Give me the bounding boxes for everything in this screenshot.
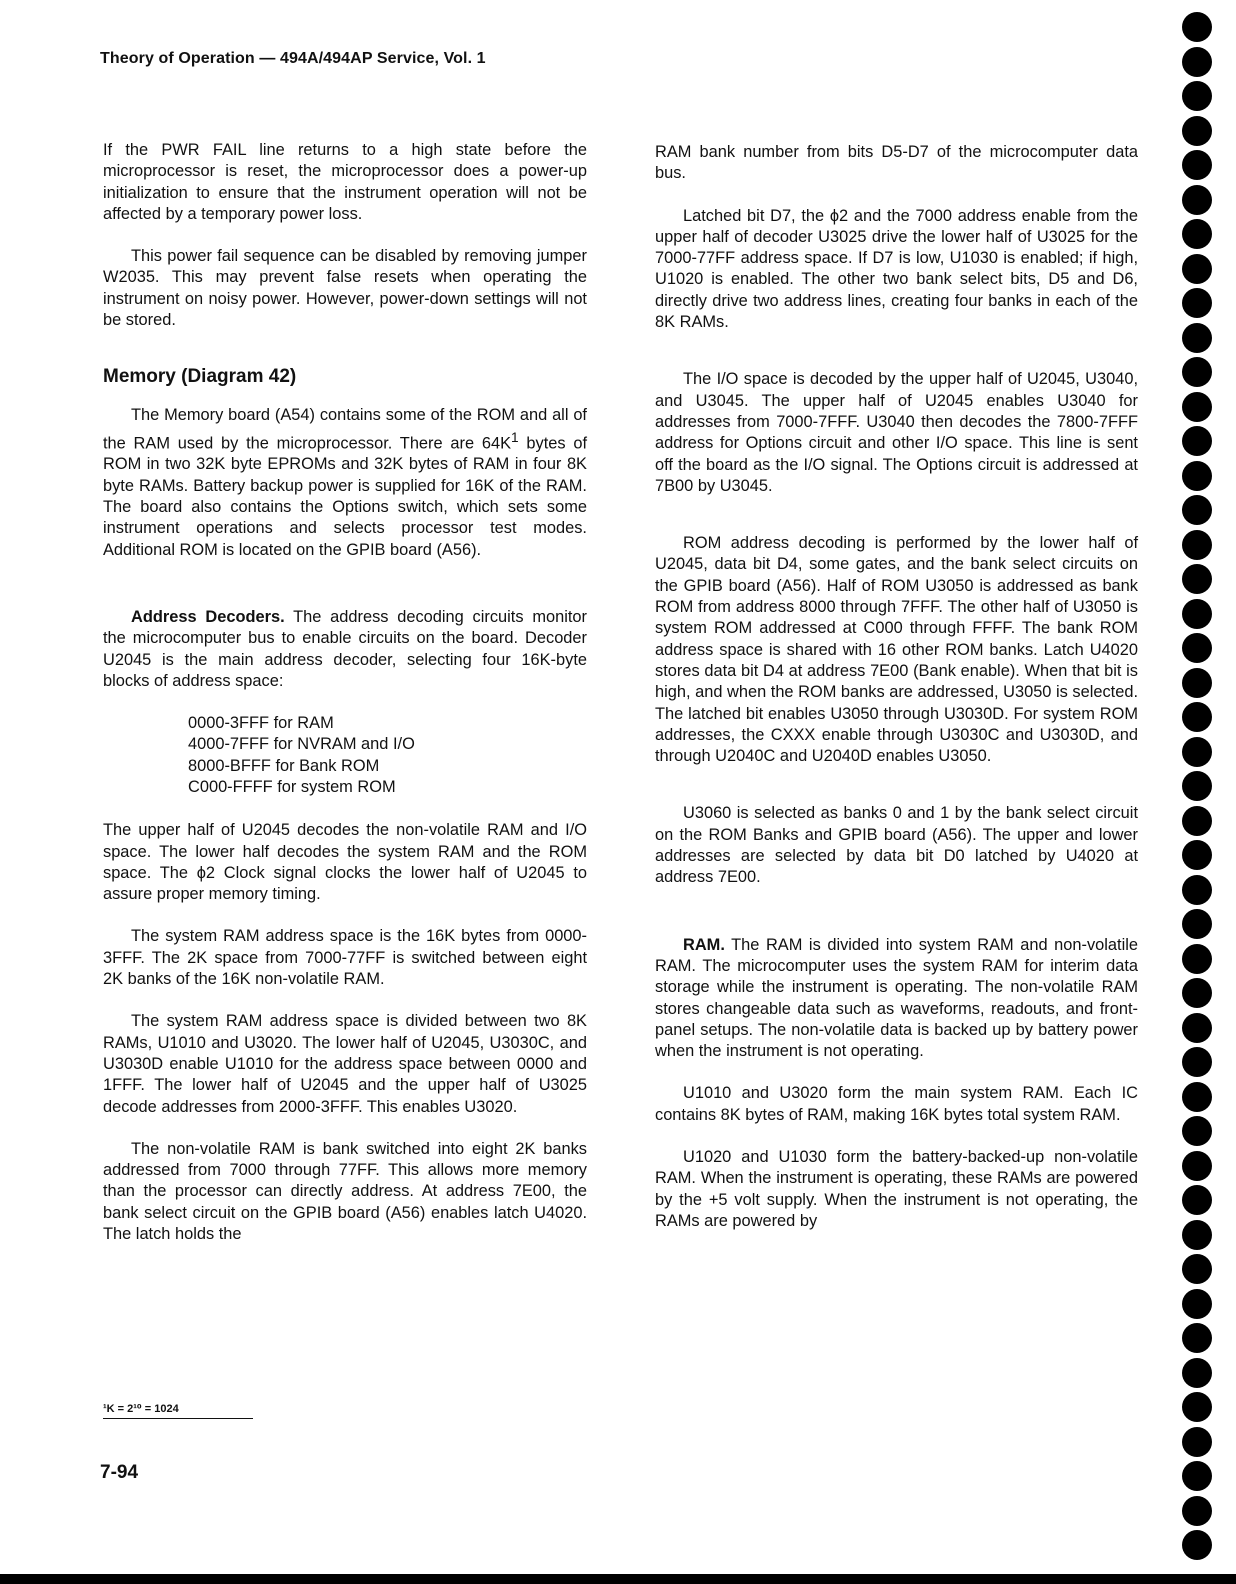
page-header: Theory of Operation — 494A/494AP Service, Vol. 1 xyxy=(100,50,486,67)
paragraph-u1020-u1030: U1020 and U1030 form the battery-backed-up non-volatile RAM. When the instrument is operating, these RAMs are powered by the +5 volt supply. When the instrument is not operating, the RAMs are powered by xyxy=(655,1147,1138,1230)
binder-hole xyxy=(1182,392,1212,422)
page-number: 7-94 xyxy=(100,1462,139,1483)
footnote-marker: 1 xyxy=(511,429,519,445)
binder-hole xyxy=(1182,1013,1212,1043)
paragraph-ram xyxy=(655,935,1138,1063)
paragraph-address-decoders xyxy=(103,607,587,692)
binder-hole xyxy=(1182,599,1212,629)
binder-hole xyxy=(1182,564,1212,594)
binder-hole xyxy=(1182,530,1212,560)
ram-text: The RAM is divided into system RAM and non-volatile RAM. The microcomputer uses the system RAM for interim data storage while the instrument is operating. The non-volatile RAM stores changeable data such as waveforms, readouts, and front-panel setups. The non-volatile data is backed up by battery power when the instrument is not operating. xyxy=(655,935,1138,1061)
binder-hole xyxy=(1182,1392,1212,1422)
footnote: ¹K = 2¹⁰ = 1024 xyxy=(103,1403,179,1415)
left-column xyxy=(103,140,587,1266)
list-item: 8000-BFFF for Bank ROM xyxy=(188,756,380,775)
binder-hole xyxy=(1182,254,1212,284)
binder-hole xyxy=(1182,840,1212,870)
binder-hole xyxy=(1182,1323,1212,1353)
right-column xyxy=(655,142,1138,1253)
binder-hole xyxy=(1182,1427,1212,1457)
binder-hole xyxy=(1182,81,1212,111)
list-item: C000-FFFF for system ROM xyxy=(188,778,396,796)
paragraph-io-space: The I/O space is decoded by the upper half of U2045, U3040, and U3045. The upper half of U2045 enables U3040 for addresses from 7000-7FFF. U3040 then decodes the 7800-7FFF address for Options circuit and other I/O space. This line is sent off the board as the I/O signal. The Options circuit is addressed at 7B00 by U3045. xyxy=(655,370,1138,495)
binder-hole xyxy=(1182,185,1212,215)
paragraph-power-fail-sequence: This power fail sequence can be disabled by removing jumper W2035. This may prevent false resets when operating the instrument on noisy power. However, power-down settings will not be stored. xyxy=(103,247,587,330)
paragraph-upper-half-u2045: The upper half of U2045 decodes the non-volatile RAM and I/O space. The lower half decodes the system RAM and the ROM space. The ϕ2 Clock signal clocks the lower half of U2045 to assure proper memory timing. xyxy=(103,821,587,904)
binder-hole xyxy=(1182,1254,1212,1284)
binder-hole xyxy=(1182,702,1212,732)
paragraph-system-ram-space: The system RAM address space is the 16K bytes from 0000-3FFF. The 2K space from 7000-77FF is switched between eight 2K banks of the 16K non-volatile RAM. xyxy=(103,927,587,989)
binder-hole xyxy=(1182,47,1212,77)
run-in-heading-address-decoders: Address Decoders. xyxy=(131,607,285,626)
binder-hole xyxy=(1182,1530,1212,1560)
binder-hole xyxy=(1182,1116,1212,1146)
binder-hole xyxy=(1182,461,1212,491)
footnote-rule xyxy=(103,1418,253,1419)
binder-hole xyxy=(1182,875,1212,905)
binder-hole xyxy=(1182,737,1212,767)
binder-hole xyxy=(1182,978,1212,1008)
binder-hole xyxy=(1182,1358,1212,1388)
page-bottom-edge xyxy=(0,1574,1236,1584)
list-item: 0000-3FFF for RAM xyxy=(188,714,334,733)
binder-hole xyxy=(1182,1289,1212,1319)
binder-hole xyxy=(1182,1047,1212,1077)
binder-hole xyxy=(1182,633,1212,663)
binder-hole xyxy=(1182,668,1212,698)
binder-hole xyxy=(1182,323,1212,353)
paragraph-u3060: U3060 is selected as banks 0 and 1 by the bank select circuit on the ROM Banks and GPIB board (A56). The upper and lower addresses are selected by data bit D0 latched by U4020 at address 7E00. xyxy=(655,804,1138,887)
paragraph-memory-board xyxy=(103,405,587,561)
binder-hole xyxy=(1182,426,1212,456)
address-range-list xyxy=(188,713,587,798)
binder-hole xyxy=(1182,1461,1212,1491)
binder-hole xyxy=(1182,288,1212,318)
paragraph-non-volatile-ram: The non-volatile RAM is bank switched into eight 2K banks addressed from 7000 through 77FF. This allows more memory than the processor can directly address. At address 7E00, the bank select circuit on the GPIB board (A56) enables latch U4020. The latch holds the xyxy=(103,1139,587,1244)
paragraph-latched-bit: Latched bit D7, the ϕ2 and the 7000 address enable from the upper half of decoder U3025 drive the lower half of U3025 for the 7000-77FF address space. If D7 is low, U1030 is enabled; if high, U1020 is enabled. The other two bank select bits, D5 and D6, directly drive two address lines, creating four banks in each of the 8K RAMs. xyxy=(655,206,1138,332)
binder-hole xyxy=(1182,1082,1212,1112)
section-heading-memory: Memory (Diagram 42) xyxy=(103,366,297,388)
run-in-heading-ram: RAM. xyxy=(683,935,725,954)
binder-hole xyxy=(1182,116,1212,146)
binder-hole xyxy=(1182,495,1212,525)
list-item: 4000-7FFF for NVRAM and I/O xyxy=(188,735,415,754)
binder-hole xyxy=(1182,12,1212,42)
paragraph-pwr-fail: If the PWR FAIL line returns to a high state before the microprocessor is reset, the microprocessor does a power-up initialization to ensure that the instrument operation will not be affected by a temporary power loss. xyxy=(103,141,587,223)
paragraph-ram-bank-number: RAM bank number from bits D5-D7 of the microcomputer data bus. xyxy=(655,143,1138,183)
binder-hole xyxy=(1182,909,1212,939)
address-decoders-text: The address decoding circuits monitor the microcomputer bus to enable circuits on the board. Decoder U2045 is the main address decoder, selecting four 16K-byte blocks of address space: xyxy=(103,607,587,690)
memory-text-a: The Memory board (A54) contains some of the ROM and all of the RAM used by the microprocessor. There are 64K xyxy=(103,406,587,453)
binder-hole xyxy=(1182,357,1212,387)
binder-hole xyxy=(1182,1185,1212,1215)
binder-holes xyxy=(1182,0,1222,1584)
paragraph-system-ram-divided: The system RAM address space is divided between two 8K RAMs, U1010 and U3020. The lower half of U2045, U3030C, and U3030D enable U1010 for the address space between 0000 and 1FFF. The lower half of U2045 and the upper half of U3025 decode addresses from 2000-3FFF. This enables U3020. xyxy=(103,1012,587,1116)
binder-hole xyxy=(1182,944,1212,974)
binder-hole xyxy=(1182,219,1212,249)
paragraph-u1010-u3020: U1010 and U3020 form the main system RAM. Each IC contains 8K bytes of RAM, making 16K bytes total system RAM. xyxy=(655,1084,1138,1124)
binder-hole xyxy=(1182,771,1212,801)
paragraph-rom-decoding: ROM address decoding is performed by the lower half of U2045, data bit D4, some gates, and the bank select circuits on the GPIB board (A56). Half of ROM U3050 is addressed as bank ROM from address 8000 through 7FFF. The other half of U3050 is system ROM addressed at C000 through FFFF. The bank ROM address space is shared with 16 other ROM banks. Latch U4020 stores data bit D4 at address 7E00 (Bank enable). When that bit is high, and when the ROM banks are addressed, U3050 is selected. The latched bit enables U3050 through U3030D. For system ROM addresses, the CXXX enable through U3030C and U3030D, and through U2040C and U2040D enables U3050. xyxy=(655,534,1138,766)
binder-hole xyxy=(1182,1496,1212,1526)
binder-hole xyxy=(1182,806,1212,836)
memory-text-b: bytes of ROM in two 32K byte EPROMs and 32K bytes of RAM in four 8K byte RAMs. Battery backup power is supplied for 16K of the RAM. The board also contains the Options switch, which sets some instrument operations and selects processor test modes. Additional ROM is located on the GPIB board (A56). xyxy=(103,434,587,559)
binder-hole xyxy=(1182,1151,1212,1181)
binder-hole xyxy=(1182,1220,1212,1250)
binder-hole xyxy=(1182,150,1212,180)
